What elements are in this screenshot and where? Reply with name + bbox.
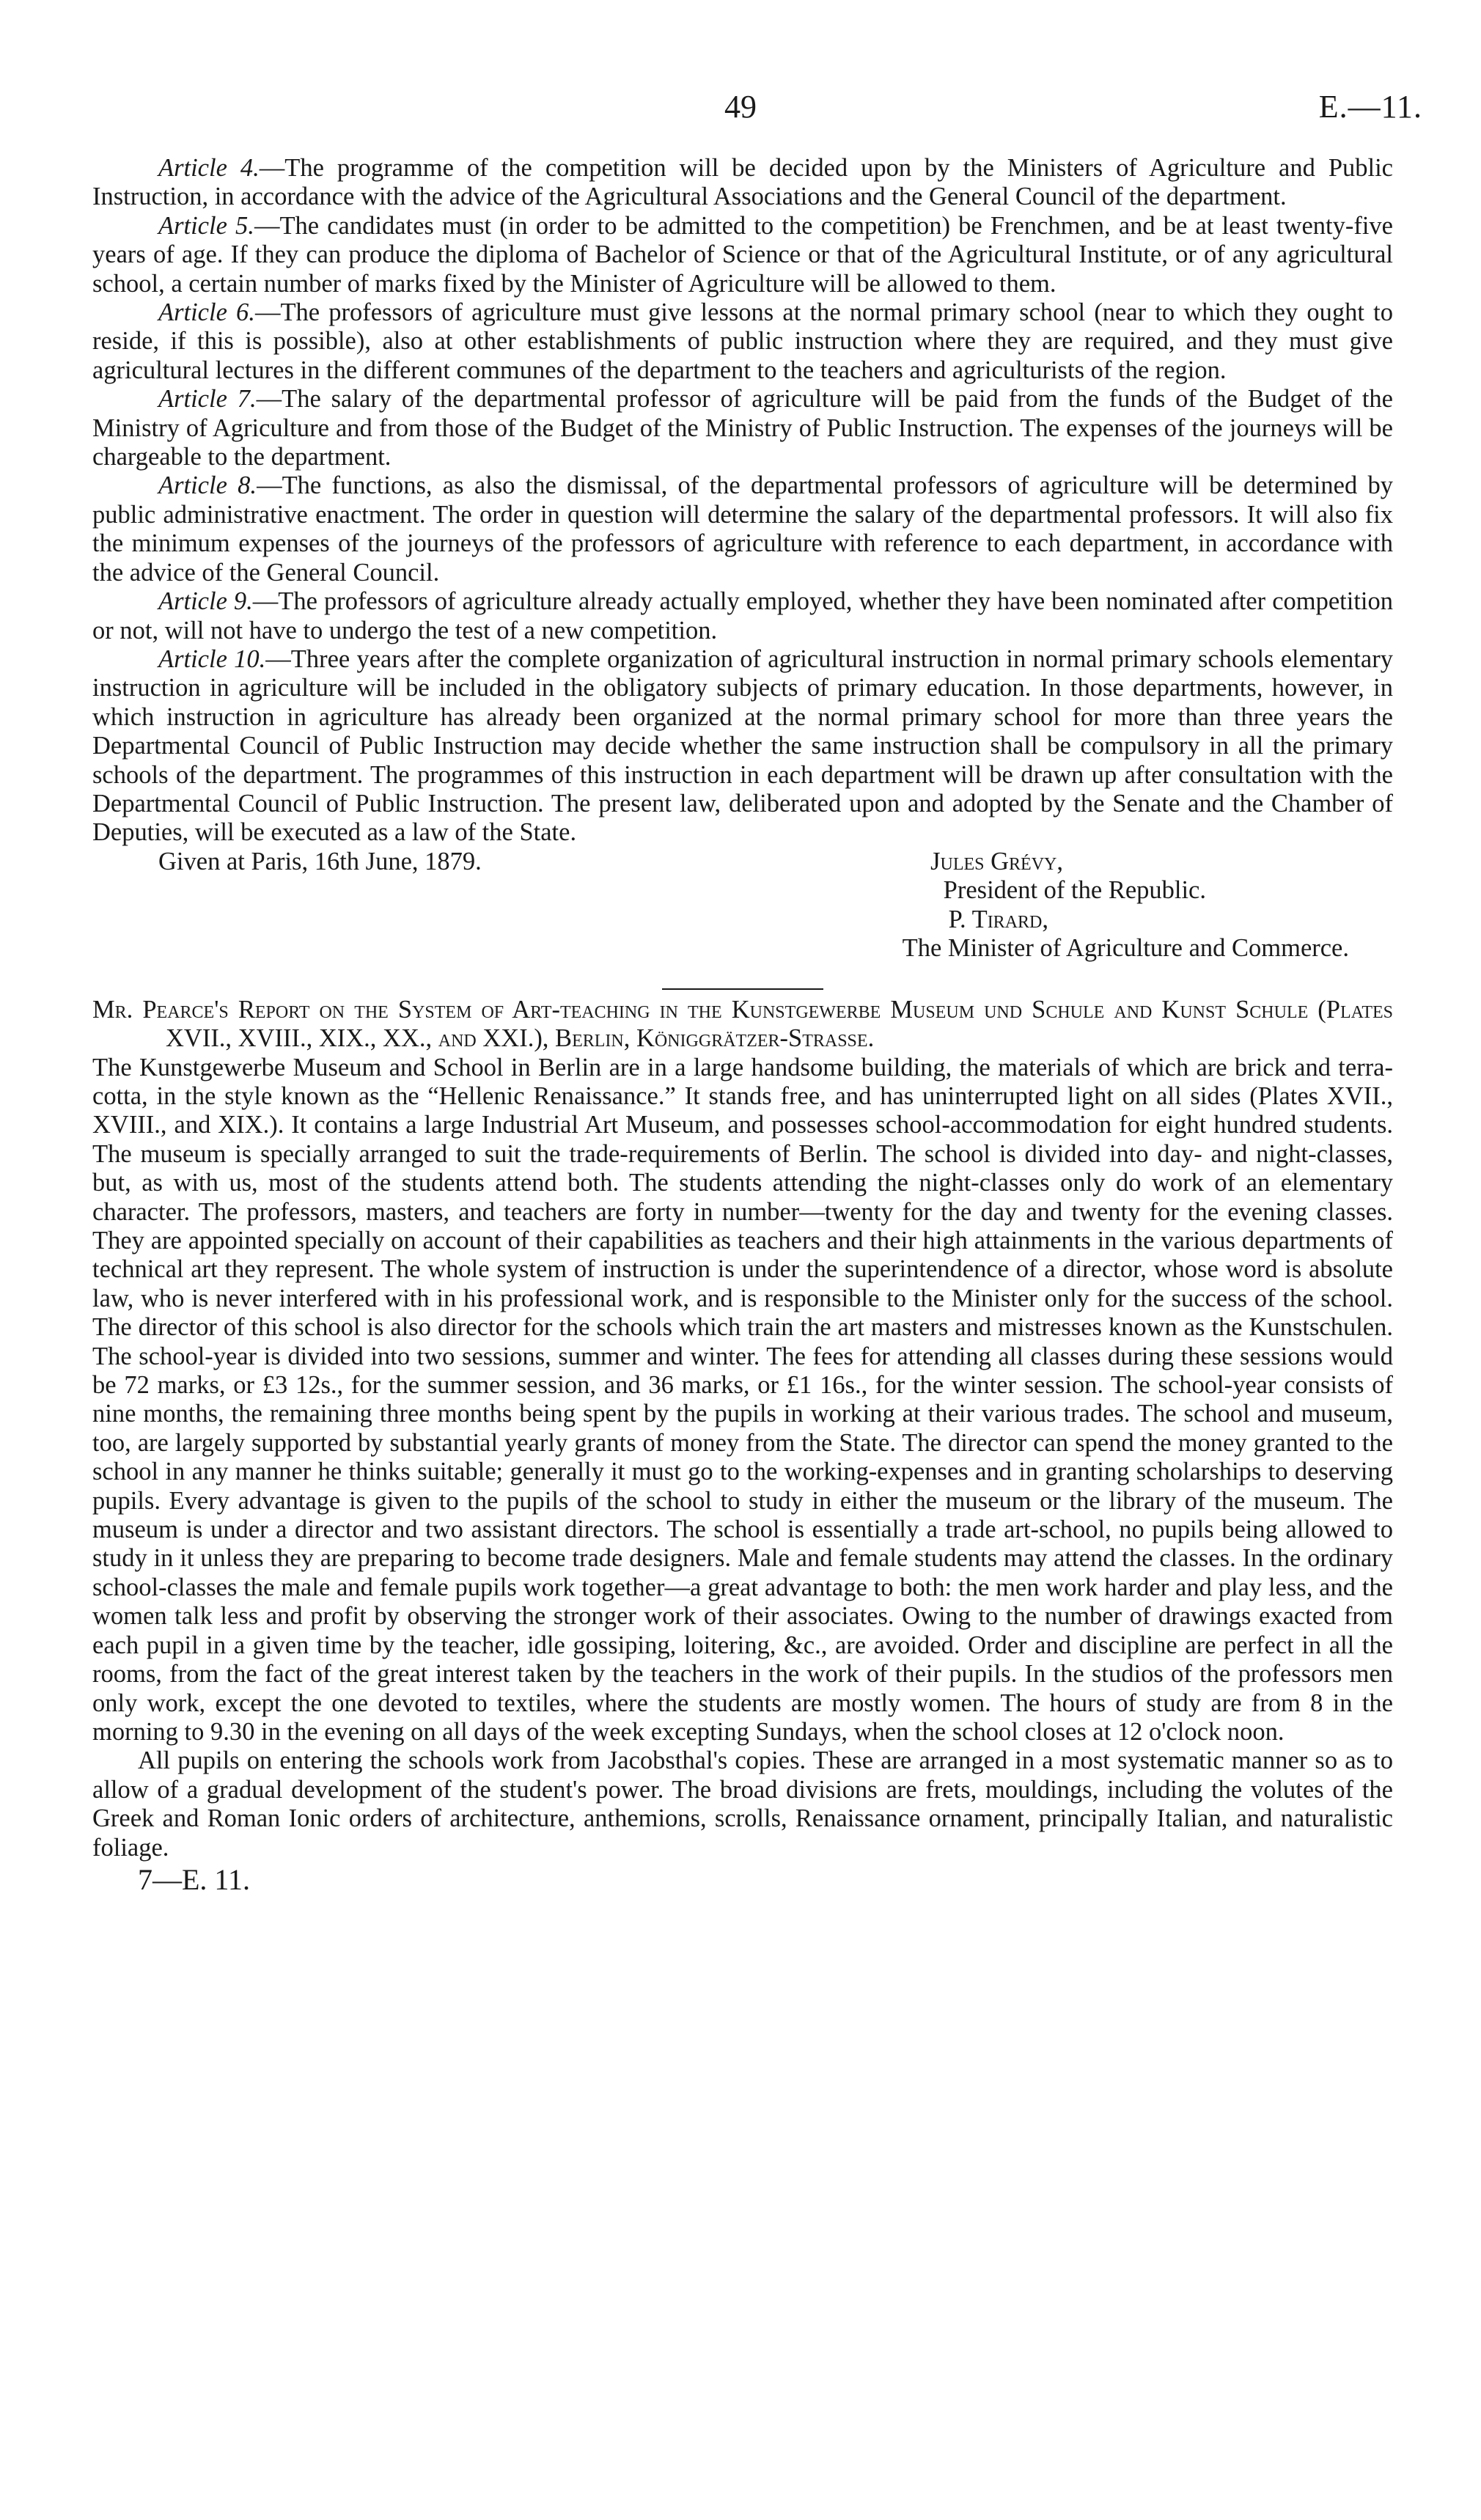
article-5	[92, 212, 1393, 298]
article-6	[92, 298, 1393, 385]
article-text: —The salary of the departmental professor of agriculture will be paid from the funds of the Budget of the Ministry of Agriculture and from those of the Budget of the Ministry of Public Instruction. The expenses of the journeys will be chargeable to the department.	[92, 385, 1393, 471]
page-body	[92, 154, 1393, 1894]
article-text: —The programme of the competition will be decided upon by the Ministers of Agriculture and Public Instruction, in accordance with the advice of the Agricultural Associations and the General Council of the department.	[92, 154, 1393, 211]
article-4	[92, 154, 1393, 212]
report-title	[92, 996, 1393, 1054]
president-name: Jules Grévy,	[930, 847, 1063, 875]
article-label: Article 4.	[158, 154, 260, 182]
article-text: —The professors of agriculture already actually employed, whether they have been nominated after competition or not, will not have to undergo the test of a new competition.	[92, 587, 1393, 644]
signatory-title	[92, 876, 1393, 905]
minister-name: P. Tirard,	[948, 905, 1048, 933]
article-7	[92, 385, 1393, 471]
article-text: —The functions, as also the dismissal, of the departmental professors of agriculture will be determined by public administrative enactment. The order in question will determine the salary of the departmental professors. It will also fix the minimum expenses of the journeys of the professors of agriculture with reference to each department, in accordance with the advice of the General Council.	[92, 471, 1393, 587]
page-footer: 7—E. 11.	[138, 1862, 250, 1896]
section-divider	[662, 988, 823, 990]
article-label: Article 5.	[158, 211, 254, 240]
president-title: President of the Republic.	[943, 875, 1206, 904]
page-header	[0, 88, 1481, 147]
article-8	[92, 471, 1393, 587]
article-text: —The candidates must (in order to be admitted to the competition) be Frenchmen, and be at least twenty-five years of age. If they can produce the diploma of Bachelor of Science or that of the Agricultural Institute, or of any agricultural school, a certain number of marks fixed by the Minister of Agriculture will be allowed to them.	[92, 211, 1393, 298]
minister-title: The Minister of Agriculture and Commerce.	[902, 933, 1349, 962]
article-label: Article 9.	[158, 587, 253, 616]
article-10	[92, 645, 1393, 848]
signatory-title	[92, 934, 1393, 963]
article-label: Article 10.	[158, 644, 266, 673]
article-text: —The professors of agriculture must give lessons at the normal primary school (near to which they ought to reside, if this is possible), also at other establishments of public instruction where they are required, and they must give agricultural lectures in the different communes of the department to the teachers and agriculturists of the region.	[92, 298, 1393, 384]
signature-block	[92, 848, 1393, 972]
document-reference: E.—11.	[1318, 89, 1422, 125]
signatory-name	[92, 848, 1393, 876]
body-paragraph: All pupils on entering the schools work from Jacobsthal's copies. These are arranged in a most systematic manner so as to allow of a gradual development of the student's power. The broad divisions are frets, mouldings, including the volutes of the Greek and Roman Ionic orders of architecture, anthemions, scrolls, Renaissance ornament, principally Italian, and naturalistic foliage.	[92, 1746, 1393, 1862]
article-label: Article 8.	[158, 471, 257, 500]
article-text: —Three years after the complete organization of agricultural instruction in normal primary schools elementary instruction in agriculture will be included in the obligatory subjects of primary education. In those departments, however, in which instruction in agriculture has already been organized at the normal primary school for more than three years the Departmental Council of Public Instruction may decide whether the same instruction shall be compulsory in all the primary schools of the department. The programmes of this instruction in each department will be drawn up after consultation with the Departmental Council of Public Instruction. The present law, deliberated upon and adopted by the Senate and the Chamber of Deputies, will be executed as a law of the State.	[92, 644, 1393, 847]
page-number: 49	[724, 89, 757, 125]
signatory-name	[92, 905, 1393, 934]
given-at: Given at Paris, 16th June, 1879.	[158, 847, 482, 875]
article-label: Article 7.	[158, 385, 257, 414]
report-title-text: Mr. Pearce's Report on the System of Art-teaching in the Kunstgewerbe Museum und Schule and Kunst Schule (Plates XVII., XVIII., XIX., XX., and XXI.), Berlin, Königgrätzer-Strasse.	[92, 995, 1393, 1053]
body-paragraph: The Kunstgewerbe Museum and School in Berlin are in a large handsome building, the materials of which are brick and terra-cotta, in the style known as the “Hellenic Renaissance.” It stands free, and has uninterrupted light on all sides (Plates XVII., XVIII., and XIX.). It contains a large Industrial Art Museum, and possesses school-accommodation for eight hundred students. The museum is specially arranged to suit the trade-requirements of Berlin. The school is divided into day- and night-classes, but, as with us, most of the students attend both. The students attending the night-classes only do work of an elementary character. The professors, masters, and teachers are forty in number—twenty for the day and twenty for the evening classes. They are appointed specially on account of their capabilities as teachers and their high attainments in the various departments of technical art they represent. The whole system of instruction is under the superintendence of a director, whose word is absolute law, who is never interfered with in his professional work, and is responsible to the Minister only for the success of the school. The director of this school is also director for the schools which train the art masters and mistresses known as the Kunstschulen. The school-year is divided into two sessions, summer and winter. The fees for attending all classes during these sessions would be 72 marks, or £3 12s., for the summer session, and 36 marks, or £1 16s., for the winter session. The school-year consists of nine months, the remaining three months being spent by the pupils in working at their various trades. The school and museum, too, are largely supported by substantial yearly grants of money from the State. The director can spend the money granted to the school in any manner he thinks suitable; generally it must go to the working-expenses and in granting scholarships to deserving pupils. Every advantage is given to the pupils of the school to study in either the museum or the library of the museum. The museum is under a director and two assistant directors. The school is essentially a trade art-school, no pupils being allowed to study in it unless they are preparing to become trade designers. Male and female students may attend the classes. In the ordinary school-classes the male and female pupils work together—a great advantage to both: the men work harder and play less, and the women talk less and profit by observing the stronger work of their associates. Owing to the number of drawings exacted from each pupil in a given time by the teacher, idle gossiping, loitering, &c., are avoided. Order and discipline are perfect in all the rooms, from the fact of the great interest taken by the teachers in the work of their pupils. In the studios of the professors men only work, except the one devoted to textiles, where the students are mostly women. The hours of study are from 8 in the morning to 9.30 in the evening on all days of the week excepting Sundays, when the school closes at 12 o'clock noon.	[92, 1053, 1393, 1746]
article-9	[92, 587, 1393, 645]
article-label: Article 6.	[158, 298, 255, 327]
